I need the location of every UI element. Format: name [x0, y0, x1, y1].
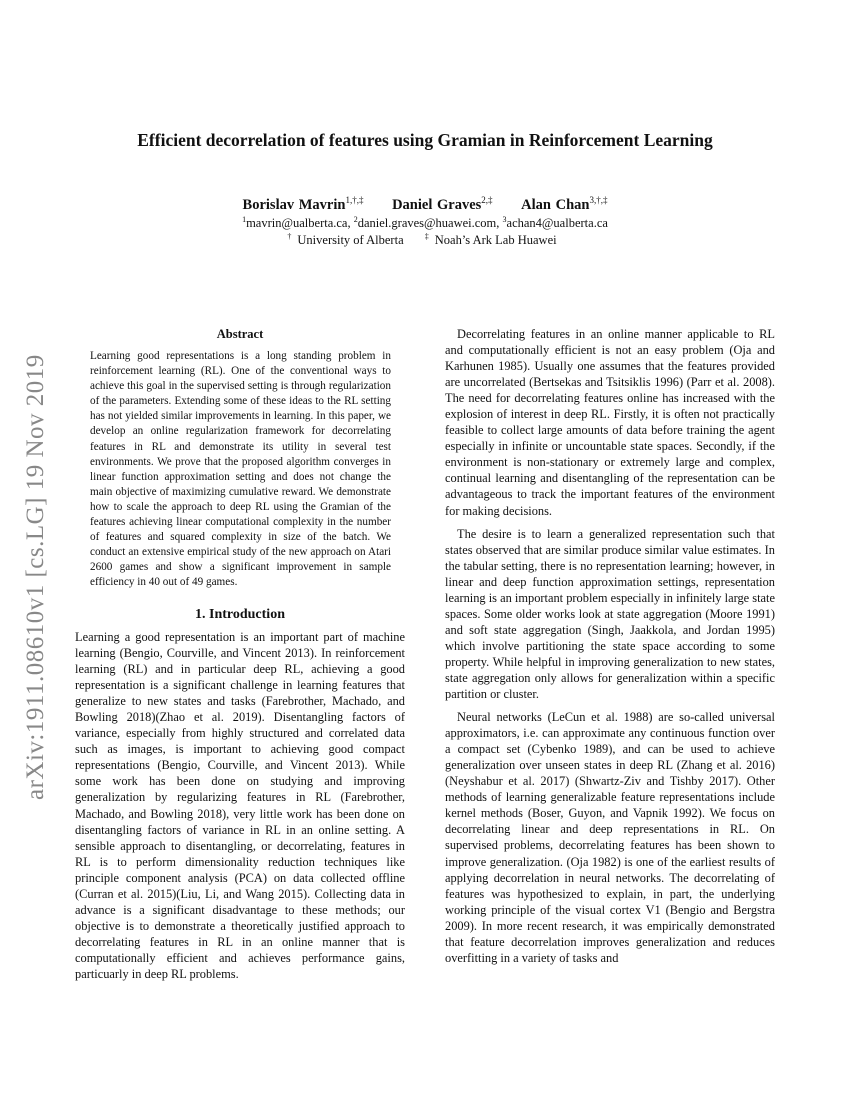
- affiliation-2: [425, 233, 563, 247]
- author-3-marks: 3,†,‡: [589, 195, 608, 205]
- right-paragraph-3: Neural networks (LeCun et al. 1988) are so-called universal approximators, i.e. can approximate any continuous function over a compact set (Cybenko 1989), and can be used to achieve generalization over unseen states in deep RL (Zhang et al. 2016) (Neyshabur et al. 2017) (Shwartz-Ziv and Tishby 2017). Other methods of learning generalizable feature representations include kernel methods (Boser, Guyon, and Vapnik 1992). We focus on decorrelating linear and deep representations in RL. On supervised problems, decorrelating features has been shown to improve generalization. (Oja 1982) is one of the earliest results of applying decorrelation in neural networks. The decorrelating of features was hypothesized to explain, in part, the underlying working principle of the visual cortex V1 (Bengio and Bergstra 2009). In more recent research, it was empirically demonstrated that feature decorrelation improves generalization and reduces overfitting in a variety of tasks and: [445, 710, 775, 965]
- author-3-name: Alan Chan: [521, 196, 590, 213]
- email-2: daniel.graves@huawei.com,: [357, 216, 500, 231]
- abstract-text: Learning good representations is a long standing problem in reinforcement learning (RL). One of the conventional ways to achieve this goal in the supervised setting is through regularization of the parameters. Extending some of these ideas to the RL setting has not yielded similar improvements in learning. In this paper, we develop an online regularization framework for decorrelating features in RL and demonstrate its utility in several test environments. We prove that the proposed algorithm converges in linear function approximation setting and does not change the main objective of maximizing cumulative reward. We demonstrate how to scale the approach to deep RL using the Gramian of the features achieving linear computational complexity in the number of features and squared complexity in size of the batch. We conduct an extensive empirical study of the new approach on Atari 2600 games and show a significant improvement in sample efficiency in 40 out of 49 games.: [90, 350, 391, 589]
- author-2-name: Daniel Graves: [392, 196, 482, 213]
- section-heading-introduction: 1. Introduction: [195, 607, 285, 622]
- author-2-marks: 2,‡: [481, 195, 493, 205]
- affiliation-1-text: University of Alberta: [297, 233, 404, 248]
- paper-title: Efficient decorrelation of features using Gramian in Reinforcement Learning: [137, 130, 713, 150]
- email-1-mark: 1: [242, 215, 247, 224]
- email-3-mark: 3: [502, 215, 507, 224]
- affiliation-2-mark: ‡: [424, 232, 429, 241]
- affiliations: [0, 232, 850, 248]
- right-paragraph-1: Decorrelating features in an online manner applicable to RL and computationally efficient is not an easy problem (Oja and Karhunen 1985). Usually one assumes that the features provided are uncorrelated (Bertsekas and Tsitsiklis 1996) (Parr et al. 2008). The need for decorrelating features online has increased with the explosion of interest in deep RL. Firstly, it is often not practically feasible to collect large amounts of data before training the agent especially in infinite or uncountable state spaces. Secondly, if the environment is non-stationary or extremely large and complex, continual learning and disentangling of the representation can be advantageous to track the important features of the environment for making decisions.: [445, 327, 775, 518]
- author-1-name: Borislav Mavrin: [242, 196, 346, 213]
- author-1-marks: 1,†,‡: [345, 195, 364, 205]
- left-column-body: [75, 629, 405, 982]
- email-1: mavrin@ualberta.ca,: [246, 216, 351, 231]
- author-list: [0, 195, 850, 214]
- affiliation-2-text: Noah’s Ark Lab Huawei: [434, 233, 557, 248]
- arxiv-identifier-stamp: arXiv:1911.08610v1 [cs.LG] 19 Nov 2019: [22, 354, 49, 800]
- intro-paragraph-1: Learning a good representation is an important part of machine learning (Bengio, Courville, and Vincent 2013). In reinforcement learning (RL) and in particular deep RL, achieving a good representation is a significant challenge in learning features that generalize to new states and tasks (Farebrother, Machado, and Bowling 2018)(Zhao et al. 2019). Disentangling factors of variance, especially from highly structured and correlated data such as images, is important to achieving good compact representations (Bengio, Courville, and Vincent 2013). While some work has been done on studying and improving generalization by regularizing features in RL (Farebrother, Machado, and Bowling 2018), very little work has been done on disentangling factors of variance in RL in an online setting. A sensible approach to disentangling, or decorrelating, features in RL is to perform dimensionality reduction techniques like principle component analysis (PCA) on data collected offline (Curran et al. 2015)(Liu, Li, and Wang 2015). Collecting data in advance is a significant disadvantage to these methods; our objective is to demonstrate a theoretically justified approach to decorrelating features in RL in an online manner that is computationally efficient and achieves performance gains, particuarly in deep RL problems.: [75, 630, 405, 981]
- email-3: achan4@ualberta.ca: [506, 216, 608, 231]
- author-1: [243, 197, 364, 213]
- author-emails: [0, 215, 850, 231]
- abstract-heading: Abstract: [216, 327, 264, 341]
- author-2: [392, 197, 492, 213]
- affiliation-1: [287, 233, 409, 247]
- author-3: [521, 197, 607, 213]
- affiliation-1-mark: †: [287, 232, 292, 241]
- right-paragraph-2: The desire is to learn a generalized representation such that states observed that are similar produce similar value estimates. In the tabular setting, there is no representation learning; however, in linear and deep function approximation settings, representation learning is an important problem especially in infinitely large state spaces. Some older works look at state aggregation (Moore 1991) and soft state aggregation (Singh, Jaakkola, and Jordan 1995) which involve partitioning the state space according to some property. While helpful in improving generalization to new states, state aggregation only allows for generalization within a specific partition or cluster.: [445, 526, 775, 702]
- right-column-body: [445, 326, 775, 973]
- email-2-mark: 2: [353, 215, 358, 224]
